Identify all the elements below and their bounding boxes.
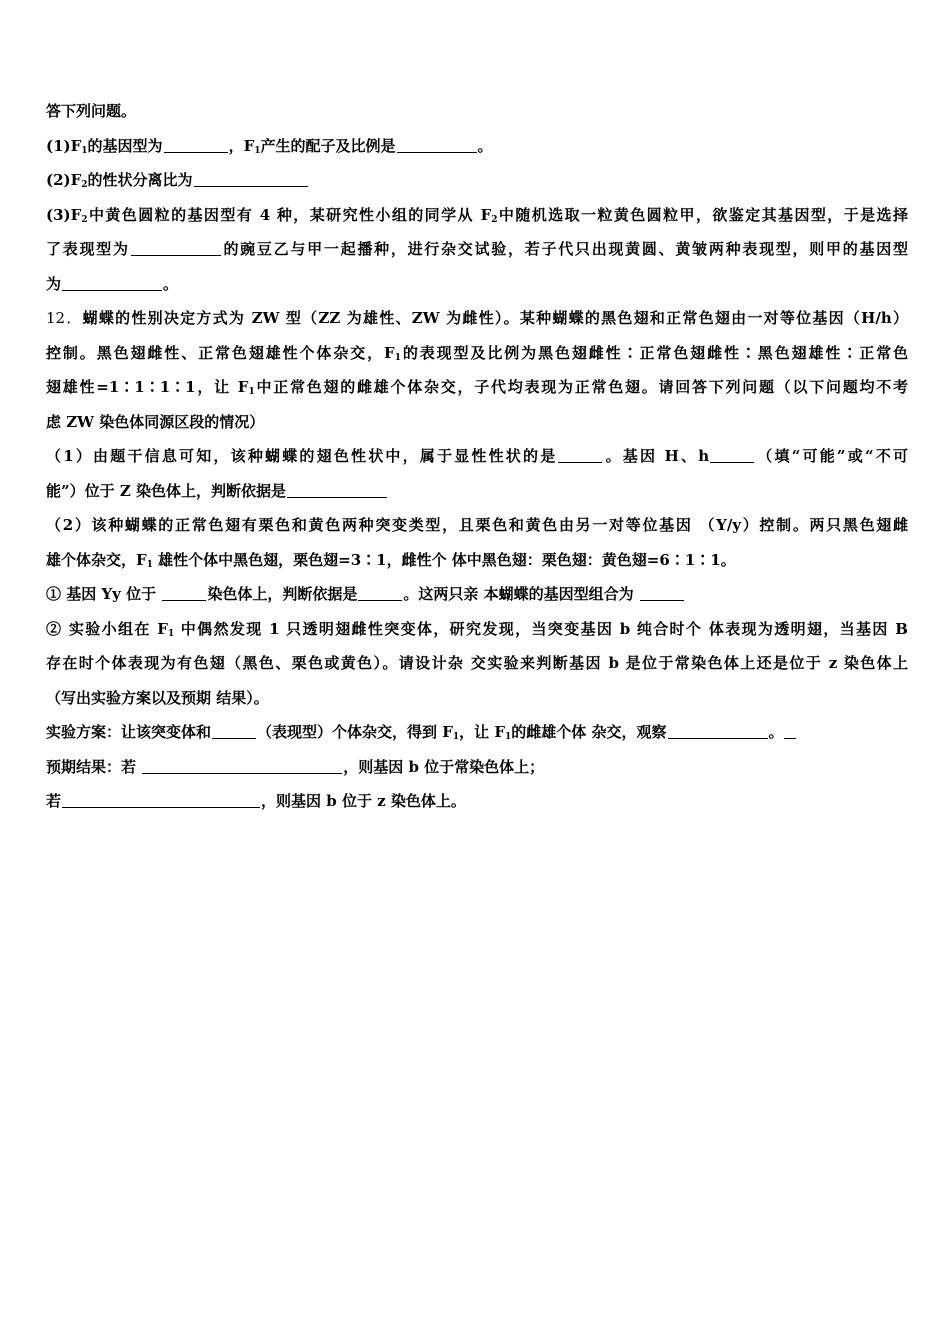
- q12-sub2-line1: ② 实验小组在 $F_1$ 中偶然发现 1 只透明翅雌性突变体，研究发现，当突变基因 b 纯合时个 体表现为透明翅，当基因 B: [46, 619, 908, 639]
- q12-part1-line1: （1）由题干信息可知，该种蝴蝶的翅色性状中，属于显性性状的是 。基因 H、h （填“可能”或“不可: [46, 447, 908, 465]
- q11-part3-line1: $(3)F_2$中黄色圆粒的基因型有 4 种，某研究性小组的同学从 $F_2$中随机选取一粒黄色圆粒甲，欲鉴定其基因型，于是选择: [46, 205, 908, 225]
- answer-blank[interactable]: [162, 584, 206, 601]
- underline-mark: [784, 722, 796, 739]
- answer-blank[interactable]: [131, 239, 221, 256]
- q12-stem-line3: 翅雄性=1∶1∶1∶1，让 $F_1$中正常色翅的雌雄个体杂交，子代均表现为正常色翅。请回答下列问题（以下问题均不考: [46, 378, 908, 397]
- q12-expect-z: 若 ，则基因 b 位于 z 染色体上。: [46, 792, 466, 810]
- q12-sub2-line3: （写出实验方案以及预期 结果）。: [46, 688, 269, 707]
- q11-part3-line3: 为 。: [46, 274, 179, 293]
- q12-stem-line1: 12．蝴蝶的性别决定方式为 ZW 型（ZZ 为雄性、ZW 为雌性）。某种蝴蝶的黑色翅和正常色翅由一对等位基因（H/h）: [46, 309, 908, 327]
- q12-part2-line1: （2）该种蝴蝶的正常色翅有栗色和黄色两种突变类型，且栗色和黄色由另一对等位基因 （Y/y）控制。两只黑色翅雌: [46, 516, 908, 534]
- answer-blank[interactable]: [287, 481, 387, 498]
- answer-blank[interactable]: [142, 757, 342, 774]
- q11-part3-line2: 了表现型为 的豌豆乙与甲一起播种，进行杂交试验，若子代只出现黄圆、黄皱两种表现型，则甲的基因型: [46, 240, 908, 258]
- q12-stem-line4: 虑 ZW 染色体同源区段的情况）: [46, 412, 265, 431]
- answer-blank[interactable]: [668, 722, 768, 739]
- answer-blank[interactable]: [710, 446, 754, 463]
- q12-stem-line2: 控制。黑色翅雌性、正常色翅雄性个体杂交，$F_1$的表现型及比例为黑色翅雌性∶正常色翅雌性∶黑色翅雄性∶正常色: [46, 343, 908, 363]
- answer-blank[interactable]: [397, 136, 477, 153]
- q12-sub1: ① 基因 Yy 位于 染色体上，判断依据是 。这两只亲 本蝴蝶的基因型组合为: [46, 577, 908, 612]
- q11-part2: $(2)F_2$的性状分离比为: [46, 163, 908, 198]
- answer-blank[interactable]: [212, 722, 256, 739]
- answer-blank[interactable]: [62, 791, 260, 808]
- answer-blank[interactable]: [164, 136, 228, 153]
- answer-blank[interactable]: [358, 584, 402, 601]
- q12-part1-line2: 能”）位于 Z 染色体上，判断依据是: [46, 474, 908, 509]
- q12-sub2-line2: 存在时个体表现为有色翅（黑色、栗色或黄色）。请设计杂 交实验来判断基因 b 是位于常染色体上还是位于 z 染色体上: [46, 654, 908, 672]
- answer-blank[interactable]: [194, 170, 308, 187]
- document-page: [46, 94, 908, 819]
- q12-part2-line2: 雄个体杂交，$F_1$ 雄性个体中黑色翅，栗色翅=3∶1，雌性个 体中黑色翅：栗色翅：黄色翅=6∶1∶1。: [46, 550, 736, 570]
- answer-blank[interactable]: [62, 274, 162, 291]
- q11-intro-tail: 答下列问题。: [46, 102, 137, 120]
- q11-part1: $(1)F_1$的基因型为 ，$F_1$产生的配子及比例是 。: [46, 136, 493, 156]
- answer-blank[interactable]: [558, 446, 602, 463]
- answer-blank[interactable]: [640, 584, 684, 601]
- q12-expect-autosomal: 预期结果：若 ，则基因 b 位于常染色体上；: [46, 757, 545, 776]
- q12-plan: 实验方案：让该突变体和 （表现型）个体杂交，得到 $F_1$，让 $F_1$的雌雄个体 杂交，观察 。: [46, 715, 908, 750]
- question-number: 12．: [46, 309, 83, 327]
